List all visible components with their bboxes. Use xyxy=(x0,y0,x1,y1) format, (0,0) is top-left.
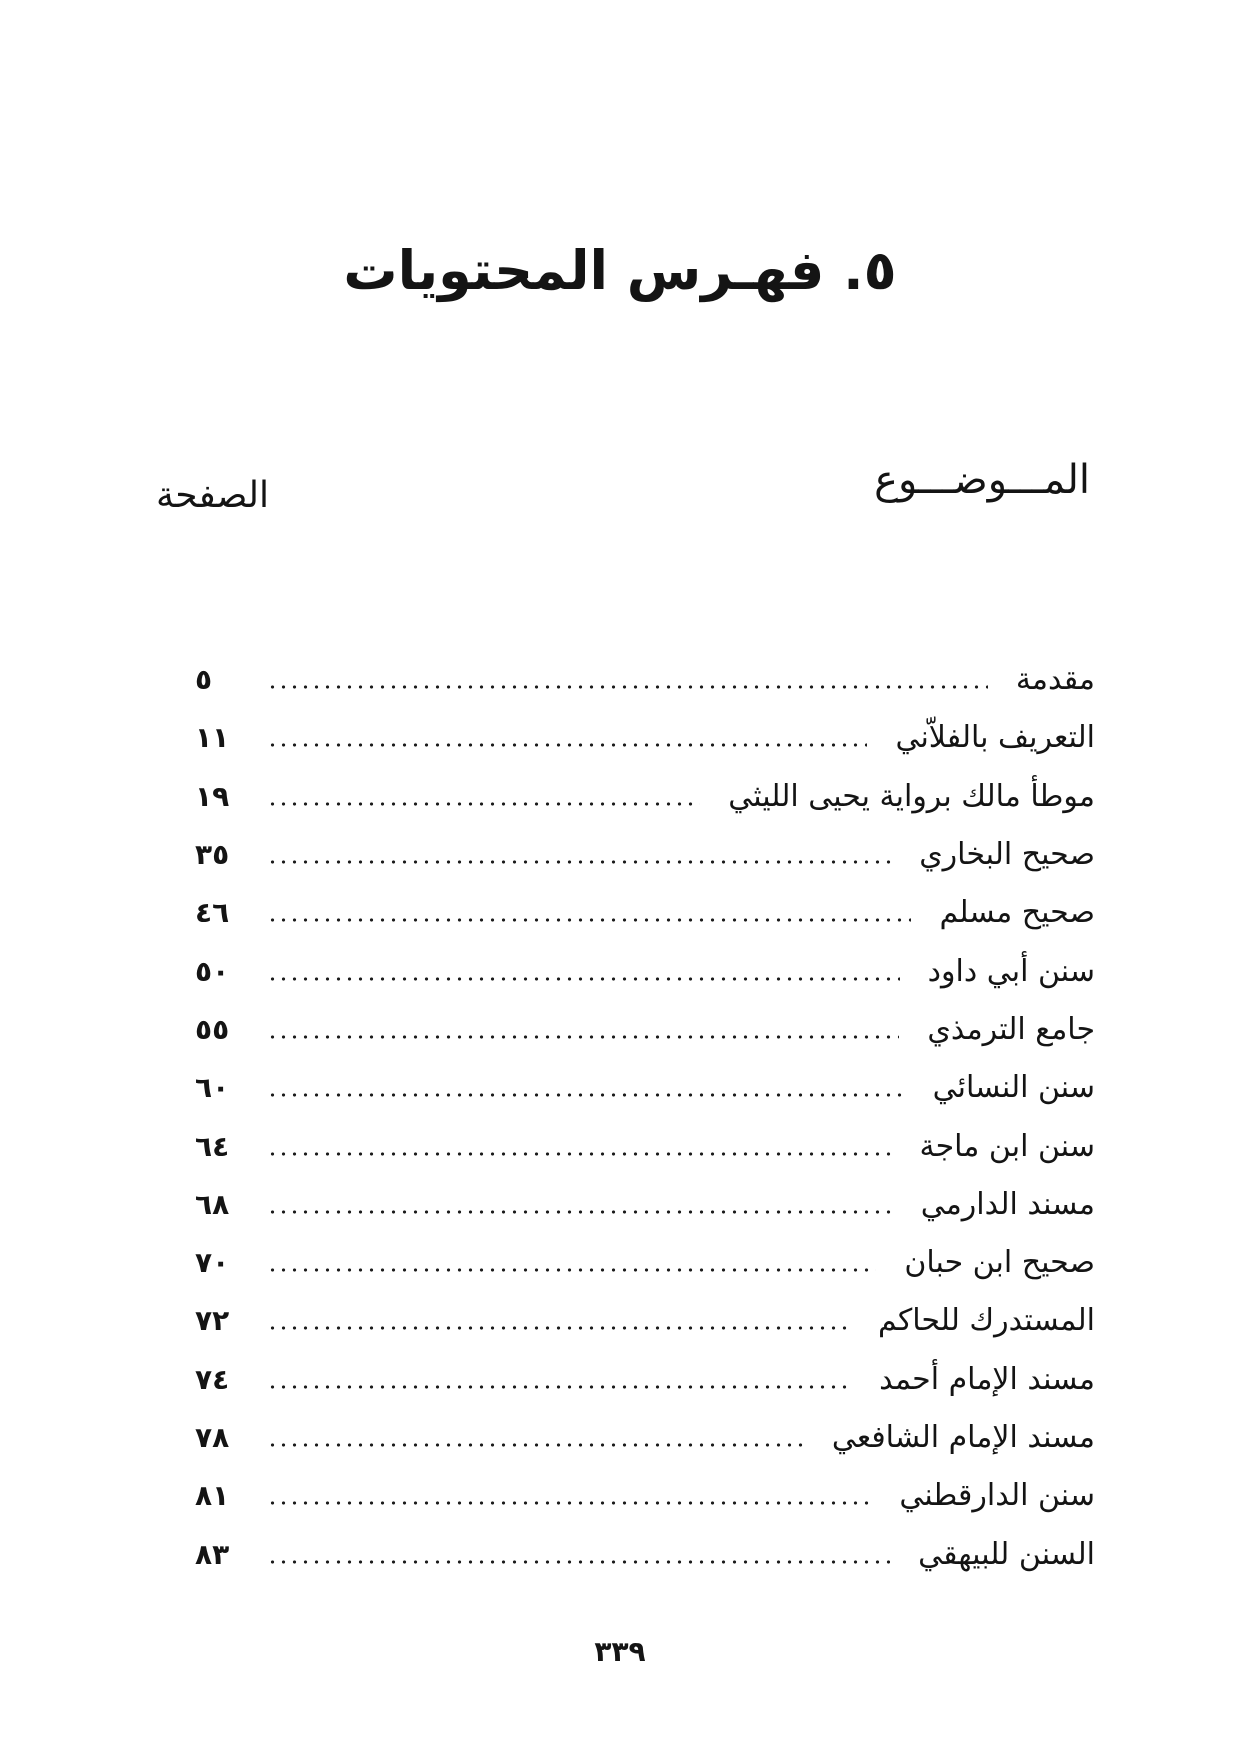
toc-entry xyxy=(195,1525,1095,1583)
toc-entry-title: التعريف بالفلاّني xyxy=(895,720,1095,756)
page-column-header: الصفحة xyxy=(156,475,269,516)
toc-entry-title: سنن ابن ماجة xyxy=(919,1128,1095,1164)
toc-entry-page: ٥٠ xyxy=(195,954,230,988)
toc-entry xyxy=(195,709,1095,767)
dot-leader xyxy=(267,858,891,866)
toc-entry-page: ٥٥ xyxy=(195,1012,230,1046)
toc-entry-title: صحيح ابن حبان xyxy=(904,1245,1095,1281)
toc-entry-title: السنن للبيهقي xyxy=(918,1536,1095,1572)
toc-list xyxy=(195,651,1095,1584)
toc-entry-page: ٨٣ xyxy=(195,1537,230,1571)
toc-entry-page: ٤٦ xyxy=(195,896,230,930)
dot-leader xyxy=(267,1150,892,1158)
dot-leader xyxy=(267,1324,850,1332)
toc-entry xyxy=(195,1292,1095,1350)
toc-entry-page: ١٩ xyxy=(195,779,230,813)
dot-leader xyxy=(267,1266,876,1274)
toc-entry-page: ٧٤ xyxy=(195,1362,230,1396)
toc-entry-title: سنن النسائي xyxy=(932,1070,1095,1106)
toc-entry-title: سنن أبي داود xyxy=(927,953,1095,989)
toc-entry-page: ٧٠ xyxy=(195,1246,230,1280)
toc-entry-page: ٧٢ xyxy=(195,1304,230,1338)
dot-leader xyxy=(267,1499,871,1507)
toc-entry xyxy=(195,826,1095,884)
toc-entry xyxy=(195,1351,1095,1409)
toc-entry xyxy=(195,1467,1095,1525)
toc-entry-title: صحيح البخاري xyxy=(919,837,1095,873)
dot-leader xyxy=(267,1441,804,1449)
dot-leader xyxy=(267,683,988,691)
dot-leader xyxy=(267,1383,851,1391)
toc-entry xyxy=(195,1176,1095,1234)
toc-entry-title: جامع الترمذي xyxy=(927,1011,1095,1047)
toc-entry xyxy=(195,768,1095,826)
toc-entry-title: مسند الدارمي xyxy=(920,1186,1095,1222)
page-title: ٥. فهـرس المحتويات xyxy=(343,239,897,302)
toc-entry xyxy=(195,942,1095,1000)
dot-leader xyxy=(267,975,900,983)
toc-entry-title: سنن الدارقطني xyxy=(899,1478,1095,1514)
page-number: ٣٣٩ xyxy=(594,1635,646,1668)
toc-entry xyxy=(195,1409,1095,1467)
toc-entry-page: ٥ xyxy=(195,663,213,697)
toc-entry xyxy=(195,1059,1095,1117)
dot-leader xyxy=(267,1033,899,1041)
toc-entry-title: مسند الإمام الشافعي xyxy=(831,1420,1095,1455)
dot-leader xyxy=(267,1208,893,1216)
toc-entry-title: مسند الإمام أحمد xyxy=(879,1361,1095,1397)
toc-entry-title: صحيح مسلم xyxy=(939,895,1095,931)
toc-entry-page: ٦٠ xyxy=(195,1071,230,1105)
toc-entry-page: ٦٤ xyxy=(195,1129,230,1163)
dot-leader xyxy=(267,1091,905,1099)
toc-entry-page: ٦٨ xyxy=(195,1187,230,1221)
topic-column-header: المـــوضـــوع xyxy=(874,457,1090,503)
toc-entry-page: ٣٥ xyxy=(195,838,230,872)
dot-leader xyxy=(267,800,700,808)
toc-entry-page: ١١ xyxy=(195,721,230,755)
toc-entry-title: مقدمة xyxy=(1015,662,1095,698)
toc-entry xyxy=(195,884,1095,942)
toc-entry xyxy=(195,651,1095,709)
toc-entry-title: موطأ مالك برواية يحيى الليثي xyxy=(728,778,1095,814)
toc-entry-page: ٨١ xyxy=(195,1479,230,1513)
toc-entry xyxy=(195,1234,1095,1292)
toc-entry xyxy=(195,1117,1095,1175)
toc-entry-title: المستدرك للحاكم xyxy=(878,1303,1095,1339)
toc-entry-page: ٧٨ xyxy=(195,1421,230,1454)
dot-leader xyxy=(267,916,911,924)
dot-leader xyxy=(267,741,867,749)
dot-leader xyxy=(267,1558,890,1566)
toc-entry xyxy=(195,1001,1095,1059)
